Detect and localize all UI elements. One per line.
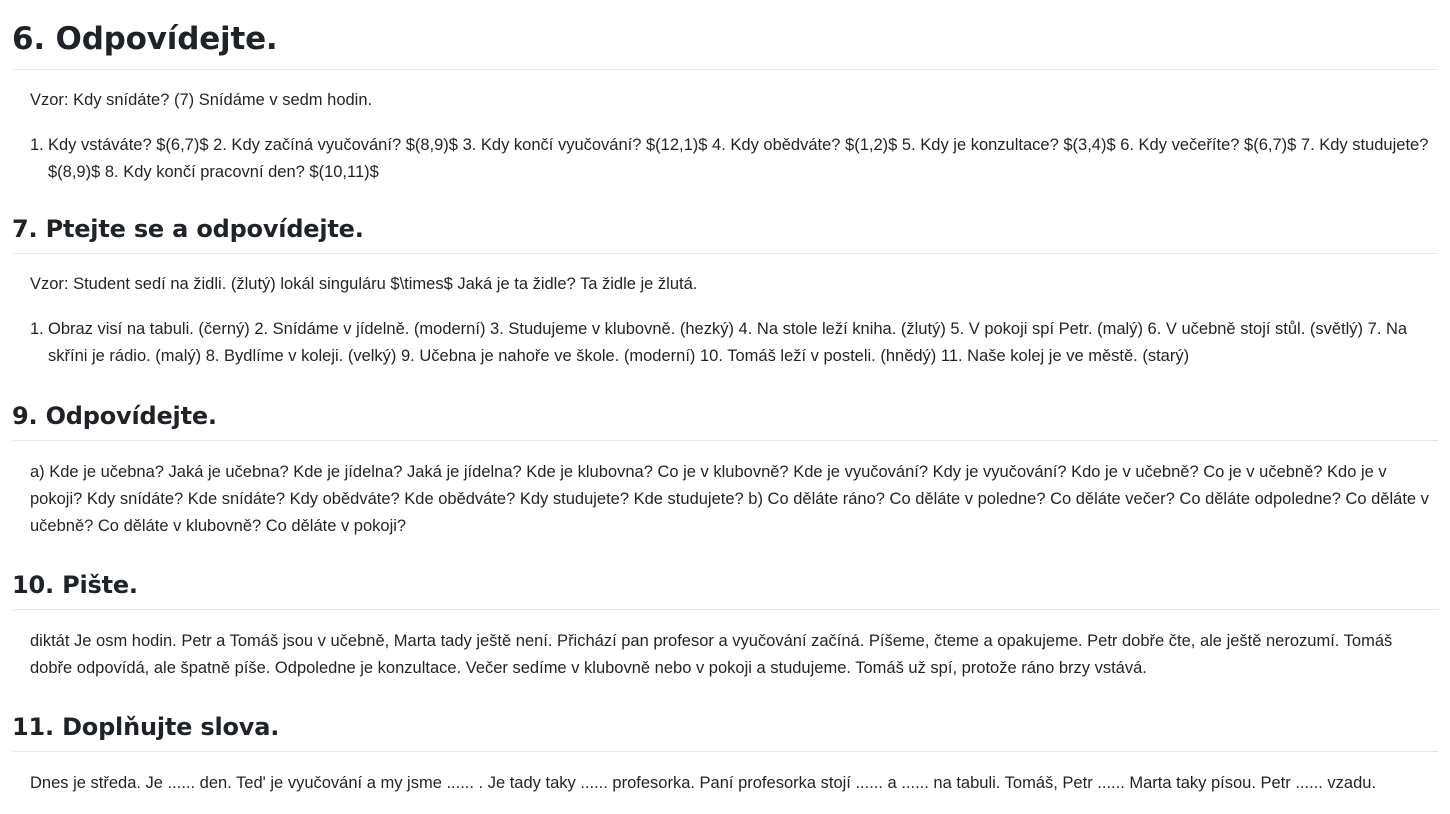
section-7-list [12,316,1438,370]
section-9 [12,400,1438,540]
section-9-heading: 9. Odpovídejte. [12,400,1438,441]
list-item-text: Obraz visí na tabuli. (černý) 2. Snídáme v jídelně. (moderní) 3. Studujeme v klubovně. (hezký) 4. Na stole leží kniha. (žlutý) 5. V pokoji spí Petr. (malý) 6. V učebně stojí stůl. (světlý) 7. Na skříni je rádio. (malý) 8. Bydlíme v koleji. (velký) 9. Učebna je nahoře ve škole. (moderní) 10. Tomáš leží v posteli. (hnědý) 11. Naše kolej je ve městě. (starý) [48,320,1408,365]
list-item [30,316,1438,370]
section-6-list [12,132,1438,186]
section-7 [12,213,1438,370]
section-10-text: diktát Je osm hodin. Petr a Tomáš jsou v učebně, Marta tady ještě není. Přichází pan profesor a vyučování začíná. Píšeme, čteme a opakujeme. Petr dobře čte, ale ještě nerozumí. Tomáš dobře odpovídá, ale špatně píše. Odpoledne je konzultace. Večer sedíme v klubovně nebo v pokoji a studujeme. Tomáš už spí, protože ráno brzy vstává. [30,632,1393,677]
section-10 [12,569,1438,682]
section-7-heading: 7. Ptejte se a odpovídejte. [12,213,1438,254]
list-item [30,132,1438,186]
list-item-number: 1. [30,136,44,154]
section-6 [12,0,1438,186]
section-9-text: a) Kde je učebna? Jaká je učebna? Kde je jídelna? Jaká je jídelna? Kde je klubovna? Co je v klubovně? Kde je vyučování? Kdy je vyučování? Kdo je v učebně? Co je v učebně? Kdo je v pokoji? Kdy snídáte? Kde snídáte? Kdy obědváte? Kde obědváte? Kdy studujete? Kde studujete? b) Co děláte ráno? Co děláte v poledne? Co děláte večer? Co děláte odpoledne? Co děláte v učebně? Co děláte v klubovně? Co děláte v pokoji? [30,463,1429,535]
list-item-text: Kdy vstáváte? $(6,7)$ 2. Kdy začíná vyučování? $(8,9)$ 3. Kdy končí vyučování? $(12,1)$ 4. Kdy obědváte? $(1,2)$ 5. Kdy je konzultace? $(3,4)$ 6. Kdy večeříte? $(6,7)$ 7. Kdy studujete? $(8,9)$ 8. Kdy končí pracovní den? $(10,11)$ [48,136,1429,181]
section-7-example: Vzor: Student sedí na židli. (žlutý) lokál singuláru $\times$ Jaká je ta židle? Ta židle je žlutá. [30,275,698,293]
section-6-heading: 6. Odpovídejte. [12,0,1438,70]
list-item-number: 1. [30,320,44,338]
section-11-text: Dnes je středa. Je ...... den. Ted' je vyučování a my jsme ...... . Je tady taky ...... profesorka. Paní profesorka stojí ...... a ...... na tabuli. Tomáš, Petr ...... Marta taky písou. Petr ...... vzadu. [30,774,1377,792]
section-6-example: Vzor: Kdy snídáte? (7) Snídáme v sedm hodin. [30,91,373,109]
section-10-heading: 10. Pište. [12,569,1438,610]
section-11 [12,711,1438,797]
section-11-heading: 11. Doplňujte slova. [12,711,1438,752]
